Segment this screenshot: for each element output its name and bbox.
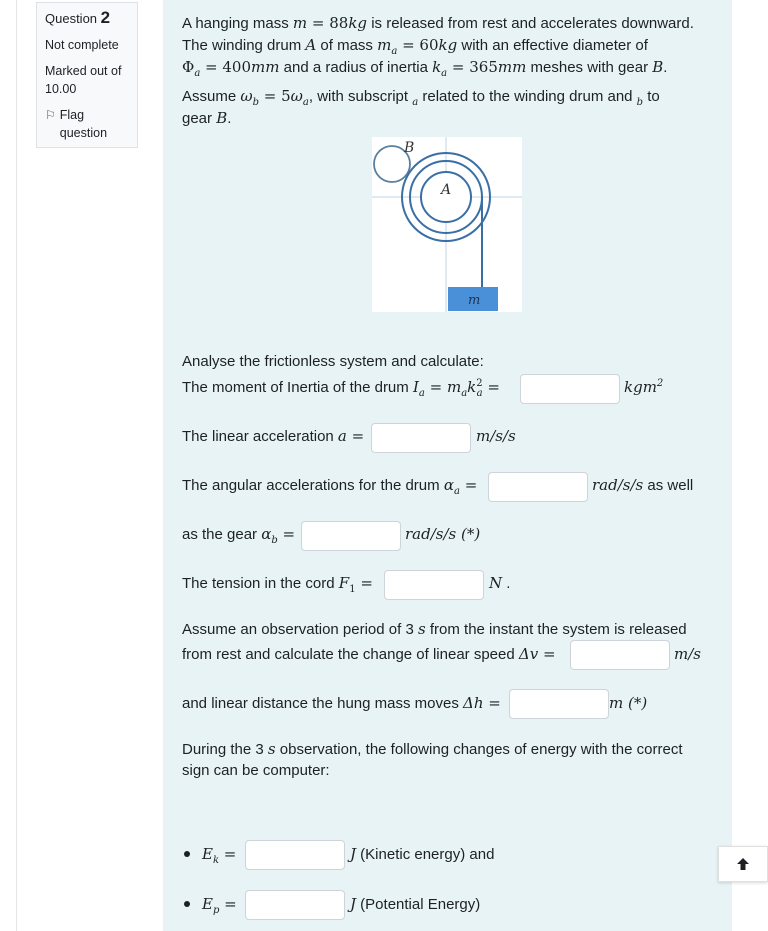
tension-prompt: The tension in the cord $F_1$ = <box>182 574 373 595</box>
marked-label: Marked out of <box>45 64 122 78</box>
arrow-up-icon <box>735 856 751 872</box>
drum-gear-diagram <box>372 137 522 312</box>
scroll-to-top-button[interactable] <box>718 846 768 882</box>
analyse-text: Analyse the frictionless system and calculate: <box>182 353 484 370</box>
kinetic-energy-prompt: $E_k$ = <box>202 845 237 866</box>
potential-energy-prompt: $E_p$ = <box>202 895 237 916</box>
flag-question-button[interactable] <box>45 106 129 142</box>
angular-accel-drum-prompt: The angular accelerations for the drum $\alpha_a$ = <box>182 476 478 497</box>
intro-line-1: A hanging mass m = 88kg is released from rest and accelerates downward. <box>182 14 694 32</box>
acceleration-prompt: The linear acceleration a = <box>182 427 365 445</box>
question-number: Question 2 <box>45 8 111 27</box>
distance-prompt: and linear distance the hung mass moves Δh = <box>182 694 501 712</box>
inertia-prompt: The moment of Inertia of the drum $I_a = m_ak^2_a$ = <box>182 378 500 399</box>
observation-line-1: Assume an observation period of 3 s from the instant the system is released <box>182 620 687 638</box>
gear-label: B <box>404 140 415 156</box>
drum-label: A <box>441 182 452 198</box>
kinetic-energy-input[interactable] <box>245 840 345 870</box>
angular-accel-gear-prompt: as the gear $\alpha_b$ = <box>182 525 296 546</box>
flag-question-label: Flag question <box>59 108 108 140</box>
energy-line-1: During the 3 s observation, the following changes of energy with the correct <box>182 740 683 758</box>
intro-line-3: $\Phi_a = 400mm$ and a radius of inertia $k_a = 365mm$ meshes with gear B. <box>182 58 668 79</box>
kinetic-energy-unit: J (Kinetic energy) and <box>350 845 495 863</box>
potential-energy-input[interactable] <box>245 890 345 920</box>
distance-unit: m (*) <box>609 694 648 712</box>
alpha-gear-unit: rad/s/s (*) <box>405 525 481 543</box>
speed-change-unit: m/s <box>674 645 701 663</box>
marked-value: 10.00 <box>45 82 77 96</box>
intro-line-2: The winding drum A of mass $m_a = 60kg$ with an effective diameter of <box>182 36 648 57</box>
speed-change-input[interactable] <box>570 640 670 670</box>
intro-line-4: Assume $\omega_b = 5\omega_a$, with subscript $_a$ related to the winding drum and $_b$ to <box>182 87 660 108</box>
question-info-panel <box>36 2 138 148</box>
flag-icon: ⚐ <box>45 108 56 122</box>
energy-line-2: sign can be computer: <box>182 762 330 779</box>
mass-label: m <box>468 293 481 308</box>
potential-energy-unit: J (Potential Energy) <box>350 895 481 913</box>
tension-unit: N . <box>489 574 511 592</box>
acceleration-input[interactable] <box>371 423 471 453</box>
alpha-drum-input[interactable] <box>488 472 588 502</box>
distance-input[interactable] <box>509 689 609 719</box>
acceleration-unit: m/s/s <box>476 427 516 445</box>
tension-input[interactable] <box>384 570 484 600</box>
bullet-kinetic <box>184 851 190 857</box>
intro-line-5: gear B. <box>182 109 232 127</box>
bullet-potential <box>184 901 190 907</box>
alpha-gear-input[interactable] <box>301 521 401 551</box>
inertia-input[interactable] <box>520 374 620 404</box>
speed-change-prompt: from rest and calculate the change of linear speed Δv = <box>182 645 556 663</box>
left-border <box>16 0 17 931</box>
drum-gear-figure <box>372 137 522 312</box>
inertia-unit: kgm$^2$ <box>624 378 664 396</box>
question-status: Not complete <box>45 38 119 52</box>
alpha-drum-unit: rad/s/s as well <box>592 476 694 494</box>
